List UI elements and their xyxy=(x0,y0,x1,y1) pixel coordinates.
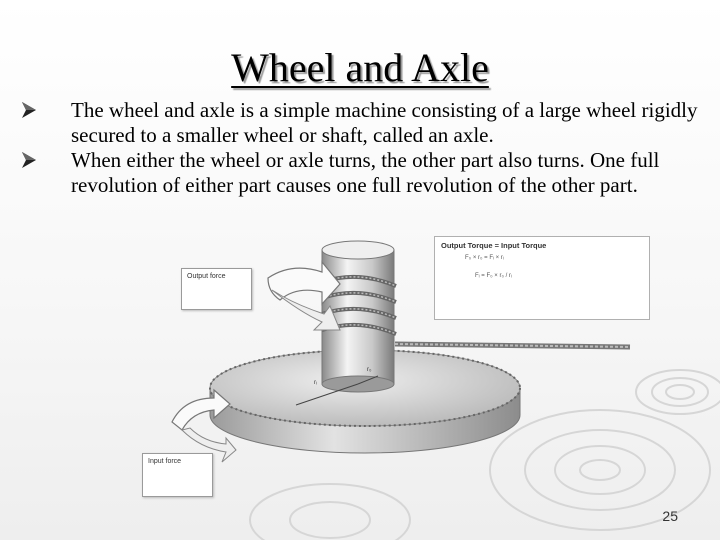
equation-title: Output Torque = Input Torque xyxy=(441,241,547,250)
radius-label-wheel: rᵢ xyxy=(314,380,317,386)
bullet-text: When either the wheel or axle turns, the other part also turns. One full revolution of either part causes one full revolution of the other part. xyxy=(71,148,660,197)
output-force-box xyxy=(181,268,252,310)
rope xyxy=(395,344,630,347)
equation-box xyxy=(434,236,650,320)
output-force-label: Output force xyxy=(187,273,226,280)
input-force-box xyxy=(142,453,213,497)
input-force-label: Input force xyxy=(148,458,182,465)
radius-label-axle: r₀ xyxy=(367,367,372,373)
slide-title: Wheel and Axle xyxy=(231,45,489,90)
equation-line: F₀ × r₀ = Fᵢ × rᵢ xyxy=(465,255,504,261)
equation-line: Fᵢ = F₀ × r₀ / rᵢ xyxy=(475,273,512,279)
page-number: 25 xyxy=(662,508,678,524)
bullet-text: The wheel and axle is a simple machine consisting of a large wheel rigidly secured to a smaller wheel or shaft, called an axle. xyxy=(71,98,698,147)
rotation-arrow-icon xyxy=(268,262,340,330)
